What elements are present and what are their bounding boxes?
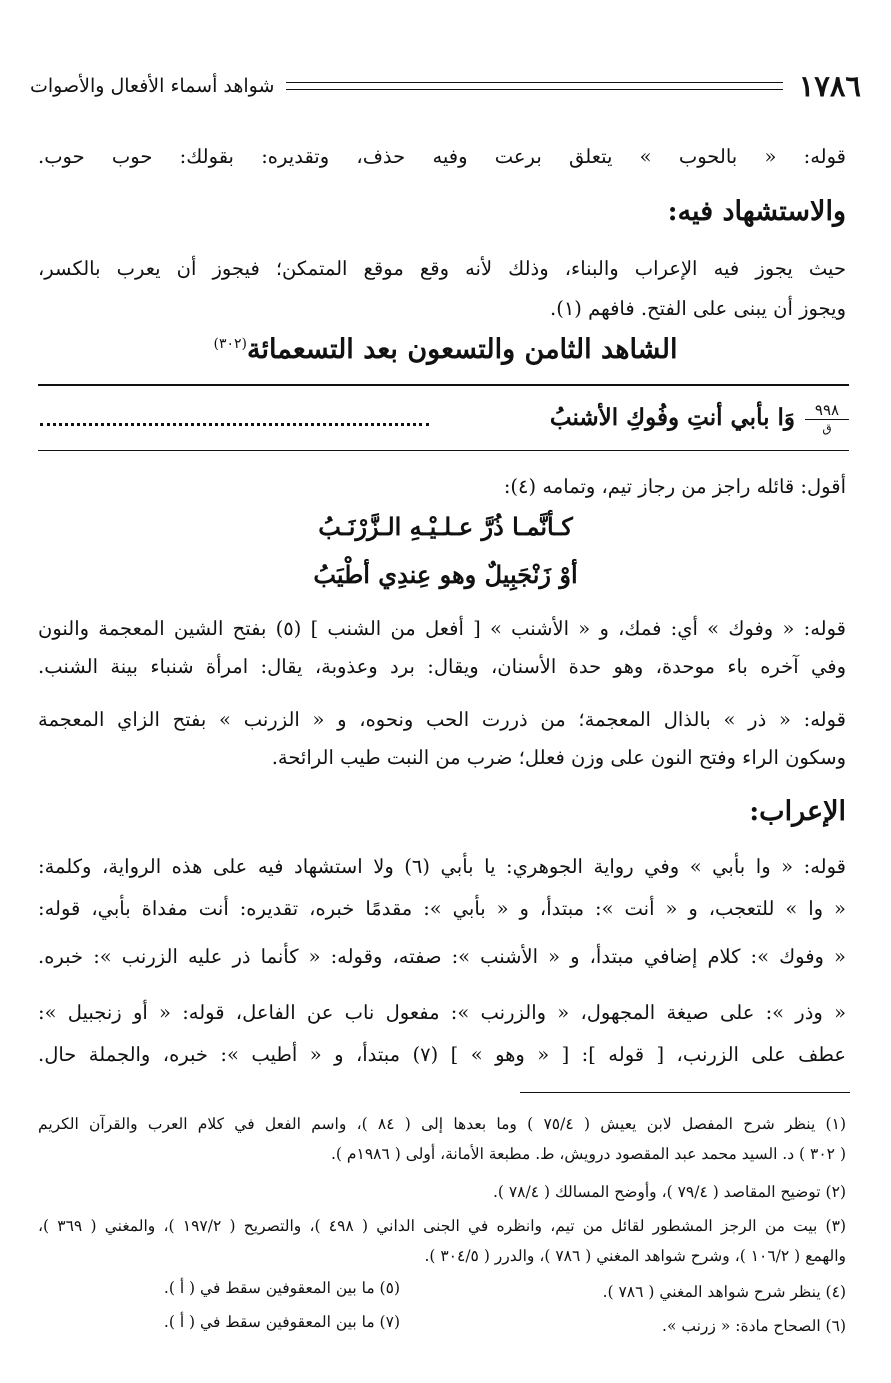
page-number: ١٧٨٦ [798,69,861,103]
irab-line-5: عطف على الزرنب، [ قوله ]: [ « وهو » ] (٧) مبتدأ، و « أطيب »: خبره، والجملة حال. [38,1043,846,1066]
explanation-line-1: قوله: « وفوك » أي: فمك، و « الأشنب » [ أفعل من الشنب ] (٥) بفتح الشين المعجمة والنون [38,617,846,640]
verse-line-1: كـأنَّمـا ذُرَّ عـلـيْـهِ الـزَّرْنَـبُ [318,512,573,541]
qawl-line: أقول: قائله راجز من رجاز تيم، وتمامه (٤): [503,475,846,498]
istishhad-line-1: حيث يجوز فيه الإعراب والبناء، وذلك لأنه وقع موقع المتمكن؛ فيجوز أن يعرب بالكسر، [38,257,846,280]
irab-line-4: « وذر »: على صيغة المجهول، « والزرنب »: مفعول ناب عن الفاعل، قوله: « أو زنجبيل »: [38,1001,846,1024]
footnote-6: (٦) الصحاح مادة: « زرنب ». [662,1317,846,1335]
intro-line: قوله: « بالحوب » يتعلق برعت وفيه حذف، وتقديره: بقولك: حوب حوب. [38,145,846,168]
footnote-1-line-2: ( ٣٠٢ ) د. السيد محمد عبد المقصود درويش، ط. مطبعة الأمانة، أولى ( ١٩٨٦م ). [331,1145,846,1163]
footnote-1-line-1: (١) ينظر شرح المفصل لابن يعيش ( ٧٥/٤ ) وما بعدها إلى ( ٨٤ )، واسم الفعل في كلام العرب والقرآن الكريم [38,1115,846,1133]
section-title-ref: (٣٠٢) [213,336,247,352]
footnote-5: (٥) ما بين المعقوفين سقط في ( أ ). [163,1279,400,1297]
section-title-text: الشاهد الثامن والتسعون بعد التسعمائة [247,334,678,365]
title-rule-bottom [38,450,849,451]
explanation-line-2: وفي آخره باء موحدة، وهو حدة الأسنان، ويقال: برد وعذوبة، يقال: امرأة شنباء بينة الشنب. [38,655,846,678]
shahid-box [38,398,849,446]
explanation-line-4: وسكون الراء وفتح النون على وزن فعلل؛ ضرب من النبت طيب الرائحة. [271,746,846,769]
verse-line-2: أوْ زَنْجَبِيلٌ وهو عِندِي أطْيَبُ [313,560,578,589]
explanation-line-3: قوله: « ذر » بالذال المعجمة؛ من ذررت الحب ونحوه، و « الزرنب » بفتح الزاي المعجمة [38,708,846,731]
running-title: شواهد أسماء الأفعال والأصوات [30,75,275,97]
shahid-verse: وَا بأبي أنتِ وفُوكِ الأشنبُ [549,404,795,431]
title-rule-top [38,384,849,386]
footnote-7: (٧) ما بين المعقوفين سقط في ( أ ). [163,1313,400,1331]
irab-line-3: « وفوك »: كلام إضافي مبتدأ، و « الأشنب »: صفته، وقوله: « كأنما ذر عليه الزرنب »: خبره. [38,945,846,968]
footnote-separator [520,1092,850,1093]
irab-line-2: « وا » للتعجب، و « أنت »: مبتدأ، و « بأبي »: مقدمًا خبره، تقديره: أنت مفداة بأبي، قوله: [38,897,846,920]
istishhad-line-2: ويجوز أن يبنى على الفتح. فافهم (١). [550,297,846,320]
shahid-number-sub: ق [822,421,832,435]
shahid-number-value: ٩٩٨ [805,402,849,420]
istishhad-heading: والاستشهاد فيه: [667,196,846,227]
shahid-number [805,402,849,436]
footnote-3-line-1: (٣) بيت من الرجز المشطور لقائل من تيم، وانظره في الجنى الداني ( ٤٩٨ )، والتصريح ( ١٩٧/٢ )، والمغني ( ٣٦٩ )، [38,1217,846,1235]
running-header [30,66,861,106]
footnote-2: (٢) توضيح المقاصد ( ٧٩/٤ )، وأوضح المسالك ( ٧٨/٤ ). [492,1183,846,1201]
footnote-3-line-2: والهمع ( ١٠٦/٢ )، وشرح شواهد المغني ( ٧٨٦ )، والدرر ( ٣٠٤/٥ ). [424,1247,846,1265]
header-rule [286,82,782,90]
dotted-leader [40,423,429,426]
footnote-4: (٤) ينظر شرح شواهد المغني ( ٧٨٦ ). [602,1283,846,1301]
section-title [0,334,891,365]
irab-heading: الإعراب: [749,796,846,827]
irab-line-1: قوله: « وا بأبي » وفي رواية الجوهري: يا بأبي (٦) ولا استشهاد فيه على هذه الرواية، وكلمة: [38,855,846,878]
